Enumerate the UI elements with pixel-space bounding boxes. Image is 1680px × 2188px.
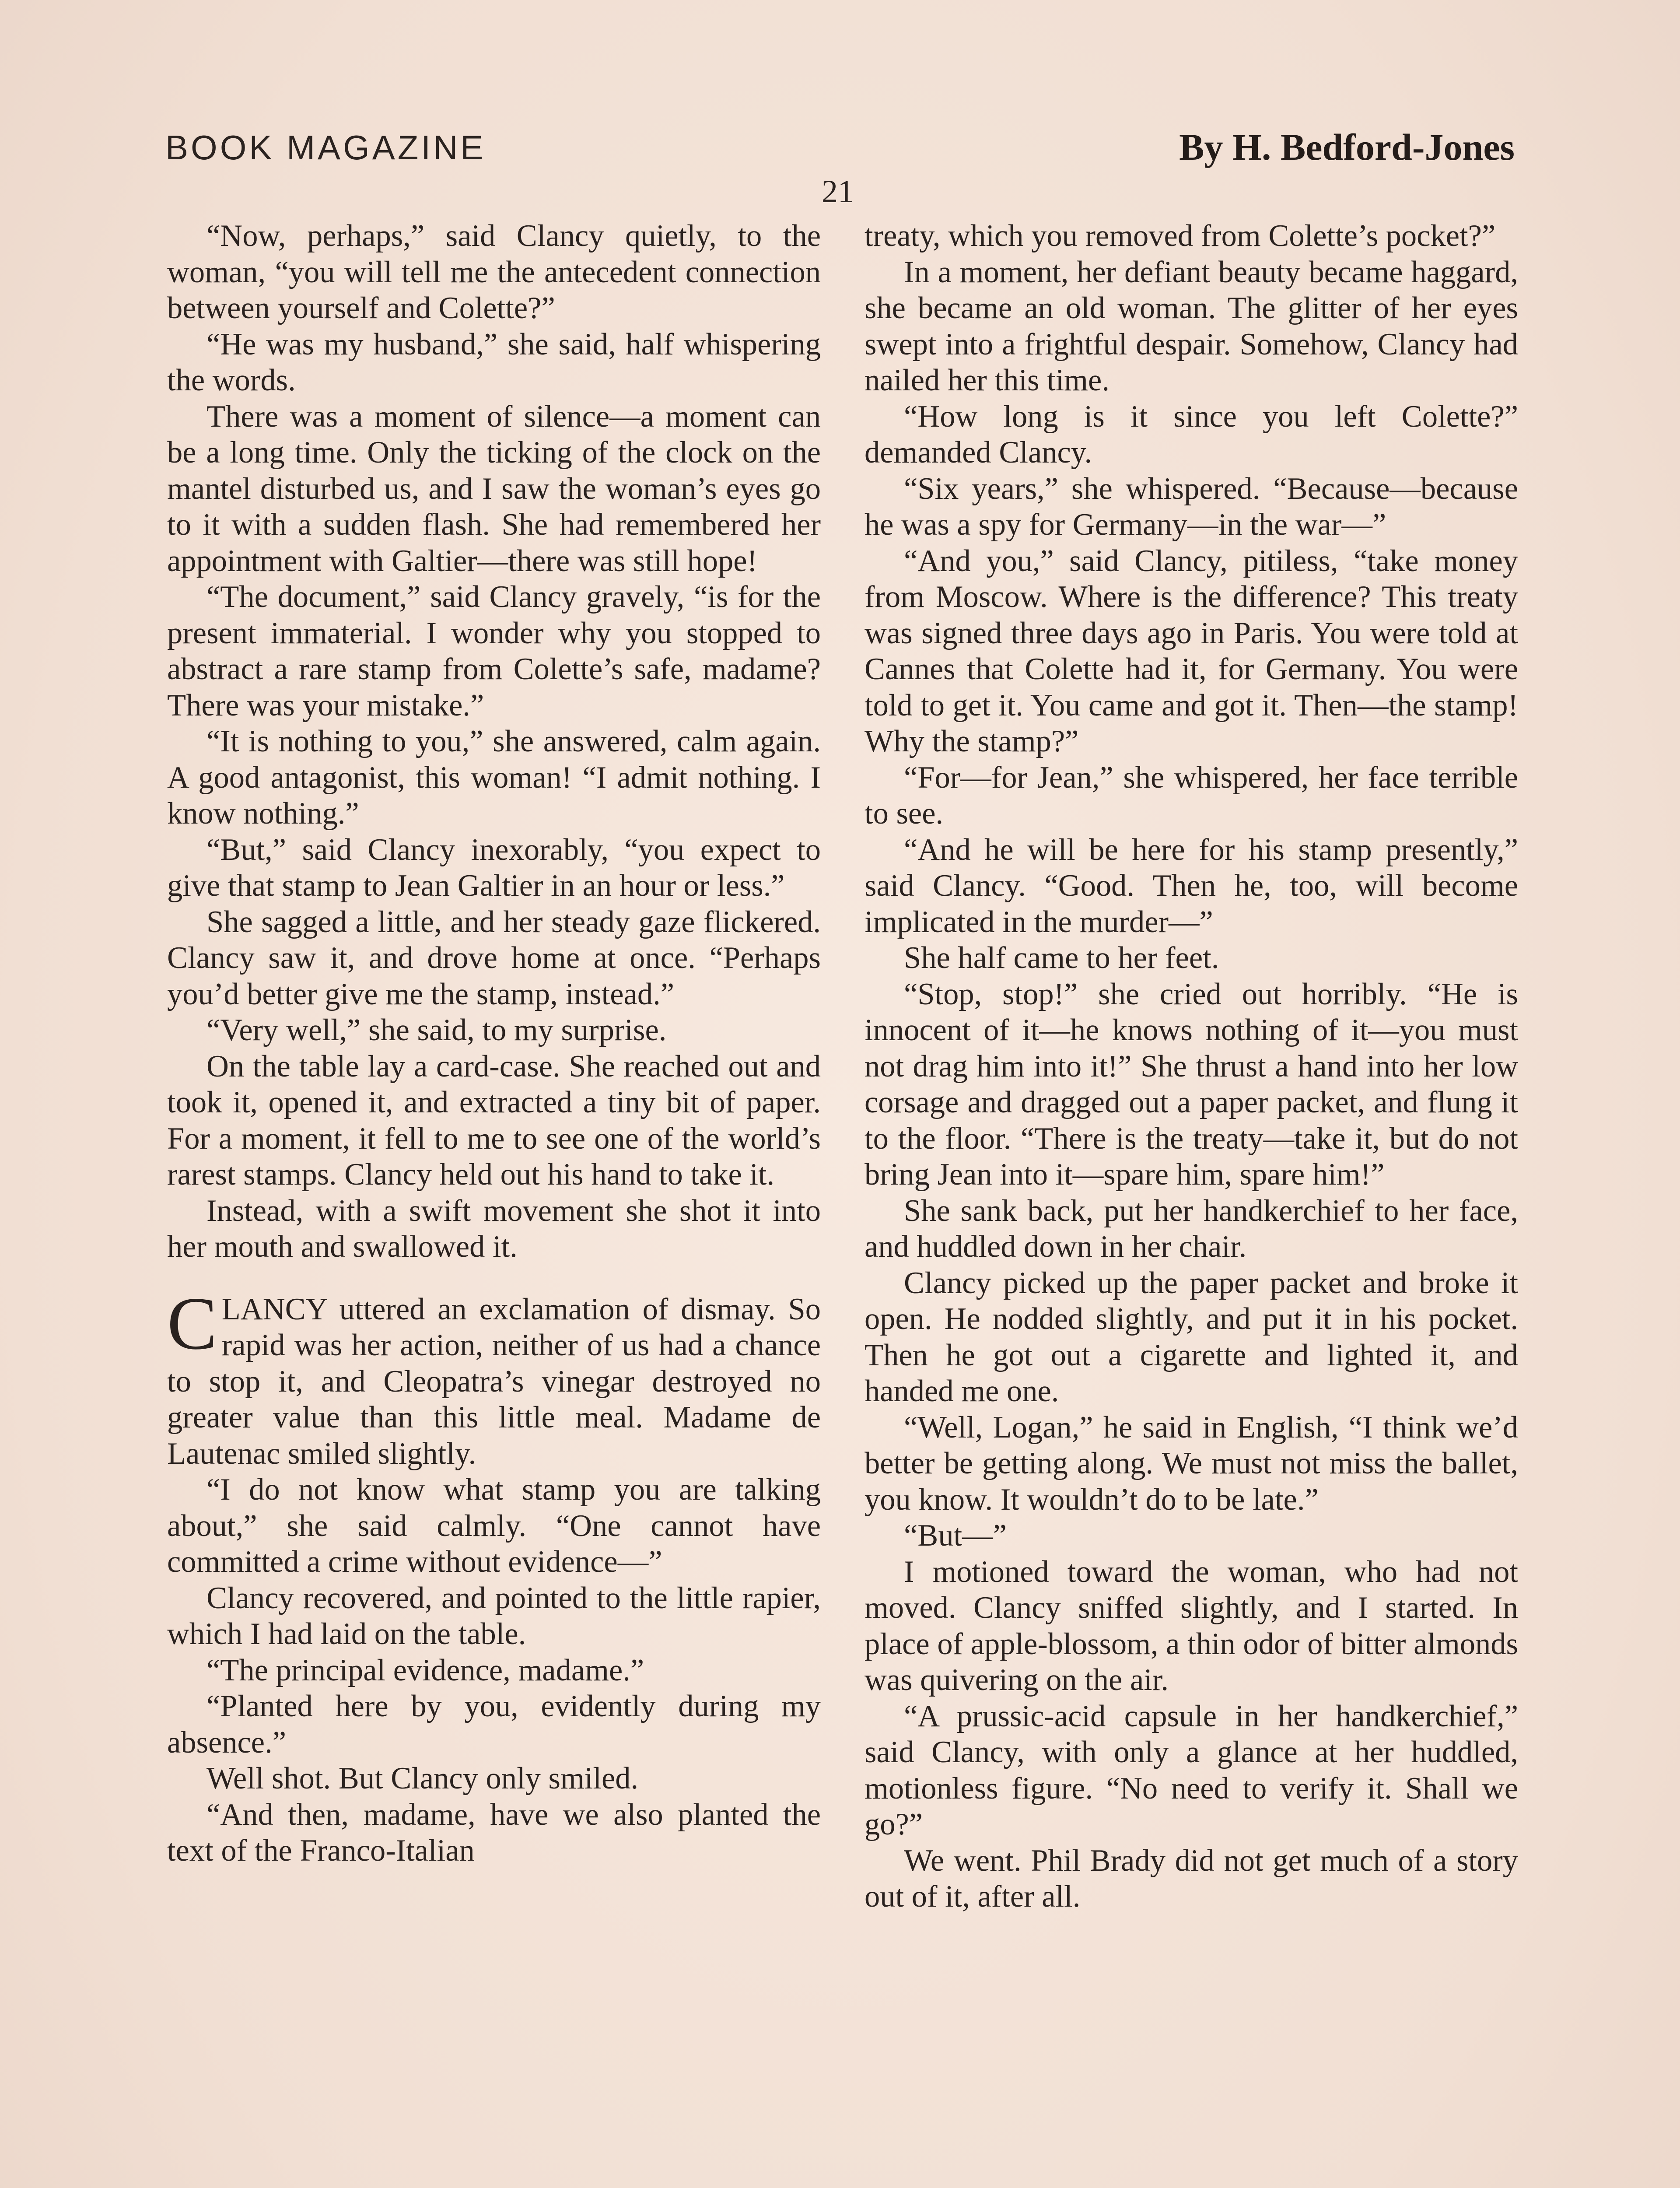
paragraph: “I do not know what stamp you are talking about,” she said calmly. “One cannot have committed a crime without evidence—”	[167, 1473, 821, 1579]
paragraph: Clancy picked up the paper packet and broke it open. He nodded slightly, and put it in his pocket. Then he got out a cigarette and lighted it, and handed me one.	[864, 1266, 1518, 1408]
paragraph: “Very well,” she said, to my surprise.	[206, 1013, 667, 1047]
paragraph: She half came to her feet.	[904, 941, 1219, 975]
paragraph: “But—”	[904, 1518, 1007, 1553]
paragraph: Clancy recovered, and pointed to the little rapier, which I had laid on the table.	[167, 1581, 821, 1651]
paragraph: “The document,” said Clancy gravely, “is for the present immaterial. I wonder why you stopped to abstract a rare stamp from Colette’s safe, madame? There was your mistake.”	[167, 580, 821, 722]
paragraph: I motioned toward the woman, who had not moved. Clancy sniffed slightly, and I started. In place of apple-blossom, a thin odor of bitter almonds was quivering on the air.	[864, 1554, 1518, 1697]
paragraph: “Six years,” she whispered. “Because—because he was a spy for Germany—in the war—”	[864, 471, 1518, 542]
paragraph: “Planted here by you, evidently during my absence.”	[167, 1689, 821, 1760]
paragraph: “And he will be here for his stamp presently,” said Clancy. “Good. Then he, too, will become implicated in the murder—”	[864, 832, 1518, 939]
paragraph: “But,” said Clancy inexorably, “you expect to give that stamp to Jean Galtier in an hour or less.”	[167, 832, 821, 903]
drop-cap-letter: C	[167, 1282, 217, 1365]
paragraph: There was a moment of silence—a moment can be a long time. Only the ticking of the clock on the mantel disturbed us, and I saw the woman’s eyes go to it with a sudden flash. She had remembered her appointment with Galtier—there was still hope!	[167, 399, 821, 578]
paragraph: “Well, Logan,” he said in English, “I think we’d better be getting along. We must not miss the ballet, you know. It wouldn’t do to be late.”	[864, 1410, 1518, 1517]
paragraph: In a moment, her defiant beauty became haggard, she became an old woman. The glitter of her eyes swept into a frightful despair. Somehow, Clancy had nailed her this time.	[864, 255, 1518, 397]
paragraph: “And then, madame, have we also planted the text of the Franco-Italian	[167, 1797, 821, 1868]
paragraph: She sagged a little, and her steady gaze flickered. Clancy saw it, and drove home at once. “Perhaps you’d better give me the stamp, instead.”	[167, 905, 821, 1011]
page-number: 21	[822, 174, 854, 210]
paragraph-continuation: treaty, which you removed from Colette’s pocket?”	[864, 219, 1496, 253]
running-head-magazine: BOOK MAGAZINE	[165, 128, 486, 167]
paragraph: Instead, with a swift movement she shot it into her mouth and swallowed it.	[167, 1193, 821, 1264]
dropcap-paragraph-text: LANCY uttered an exclamation of dismay. So rapid was her action, neither of us had a chance to stop it, and Cleopatra’s vinegar destroyed no greater value than this little meal. Madame de Lautenac smiled slightly.	[167, 1292, 821, 1471]
paragraph: On the table lay a card-case. She reached out and took it, opened it, and extracted a tiny bit of paper. For a moment, it fell to me to see one of the world’s rarest stamps. Clancy held out his hand to take it.	[167, 1049, 821, 1192]
paragraph: “It is nothing to you,” she answered, calm again. A good antagonist, this woman! “I admit nothing. I know nothing.”	[167, 724, 821, 831]
paragraph: “For—for Jean,” she whispered, her face terrible to see.	[864, 760, 1518, 831]
right-text-column	[864, 218, 1518, 1915]
left-text-column	[167, 218, 821, 1869]
paragraph: We went. Phil Brady did not get much of a story out of it, after all.	[864, 1843, 1518, 1914]
paragraph: “Stop, stop!” she cried out horribly. “He is innocent of it—he knows nothing of it—you must not drag him into it!” She thrust a hand into her low corsage and dragged out a paper packet, and flung it to the floor. “There is the treaty—take it, but do not bring Jean into it—spare him, spare him!”	[864, 977, 1518, 1192]
paragraph: Well shot. But Clancy only smiled.	[206, 1761, 639, 1795]
paragraph: “Now, perhaps,” said Clancy quietly, to the woman, “you will tell me the antecedent connection between yourself and Colette?”	[167, 219, 821, 325]
running-head-byline: By H. Bedford-Jones	[1179, 126, 1515, 168]
paragraph: She sank back, put her handkerchief to her face, and huddled down in her chair.	[864, 1193, 1518, 1264]
paragraph: “How long is it since you left Colette?” demanded Clancy.	[864, 399, 1518, 470]
paragraph: “He was my husband,” she said, half whispering the words.	[167, 327, 821, 397]
paragraph: “The principal evidence, madame.”	[206, 1653, 644, 1687]
paragraph: “A prussic-acid capsule in her handkerchief,” said Clancy, with only a glance at her huddled, motionless figure. “No need to verify it. Shall we go?”	[864, 1699, 1518, 1841]
paragraph: “And you,” said Clancy, pitiless, “take money from Moscow. Where is the difference? This treaty was signed three days ago in Paris. You were told at Cannes that Colette had it, for Germany. You were told to get it. You came and got it. Then—the stamp! Why the stamp?”	[864, 543, 1518, 758]
dropcap-paragraph	[167, 1282, 821, 1472]
